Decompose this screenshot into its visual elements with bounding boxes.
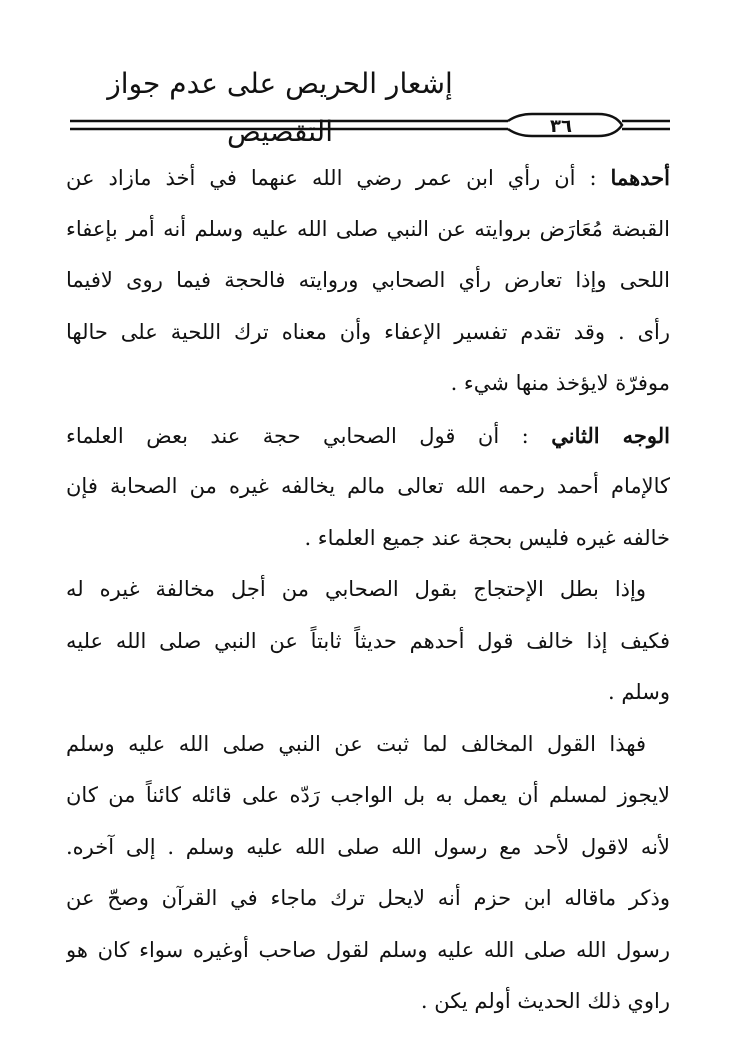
line-text: : أن قول الصحابي حجة عند بعض العلماء bbox=[66, 423, 552, 448]
page-number: ٣٦ bbox=[550, 116, 572, 137]
line-text: راوي ذلك الحديث أولم يكن . bbox=[420, 989, 670, 1013]
text-line bbox=[66, 616, 670, 668]
line-text: فهذا القول المخالف لما ثبت عن النبي صلى الله عليه وسلم bbox=[66, 731, 646, 756]
text-line bbox=[66, 564, 670, 616]
line-text: القبضة مُعَارَض بروايته عن النبي صلى الله عليه وسلم أنه أمر بإعفاء bbox=[66, 216, 670, 241]
text-line bbox=[66, 719, 670, 771]
line-text: رسول الله صلى الله عليه وسلم لقول صاحب أوغيره سواء كان هو bbox=[66, 937, 670, 962]
line-text: رأى . وقد تقدم تفسير الإعفاء وأن معناه ترك اللحية على حالها bbox=[66, 319, 670, 344]
line-text: موفرّة لايؤخذ منها شيء . bbox=[450, 371, 670, 395]
text-line bbox=[66, 461, 670, 513]
body-text bbox=[66, 152, 670, 1028]
line-text: وسلم . bbox=[607, 680, 670, 704]
text-line bbox=[66, 204, 670, 256]
line-text: خالفه غيره فليس بحجة عند جميع العلماء . bbox=[304, 525, 670, 550]
text-line bbox=[66, 667, 670, 719]
line-lead: الوجه الثاني bbox=[551, 422, 670, 448]
text-line bbox=[66, 255, 670, 307]
line-text: لأنه لاقول لأحد مع رسول الله صلى الله عليه وسلم . إلى آخره. bbox=[66, 834, 670, 859]
text-line bbox=[66, 513, 670, 565]
line-text: : أن رأي ابن عمر رضي الله عنهما في أخذ مازاد عن bbox=[66, 166, 611, 190]
text-line bbox=[66, 822, 670, 874]
text-line bbox=[66, 358, 670, 410]
line-text: اللحى وإذا تعارض رأي الصحابي وروايته فالحجة فيما روى لافيما bbox=[66, 268, 670, 292]
text-line bbox=[66, 976, 670, 1028]
text-line bbox=[66, 307, 670, 359]
text-line bbox=[66, 152, 670, 204]
line-text: وإذا بطل الإحتجاج بقول الصحابي من أجل مخالفة غيره له bbox=[66, 577, 646, 601]
line-text: كالإمام أحمد رحمه الله تعالى مالم يخالفه غيره من الصحابة فإن bbox=[66, 474, 670, 498]
text-line bbox=[66, 770, 670, 822]
line-text: وذكر ماقاله ابن حزم أنه لايحل ترك ماجاء في القرآن وصحّ عن bbox=[66, 886, 670, 910]
line-text: فكيف إذا خالف قول أحدهم حديثاً ثابتاً عن النبي صلى الله عليه bbox=[66, 628, 670, 653]
line-text: لايجوز لمسلم أن يعمل به بل الواجب رَدّه على قائله كائناً من كان bbox=[66, 783, 670, 807]
running-title: إشعار الحريص على عدم جواز التقصيص bbox=[107, 67, 453, 148]
text-line bbox=[66, 873, 670, 925]
line-lead: أحدهما bbox=[610, 165, 670, 190]
text-line bbox=[66, 410, 670, 462]
text-line bbox=[66, 925, 670, 977]
